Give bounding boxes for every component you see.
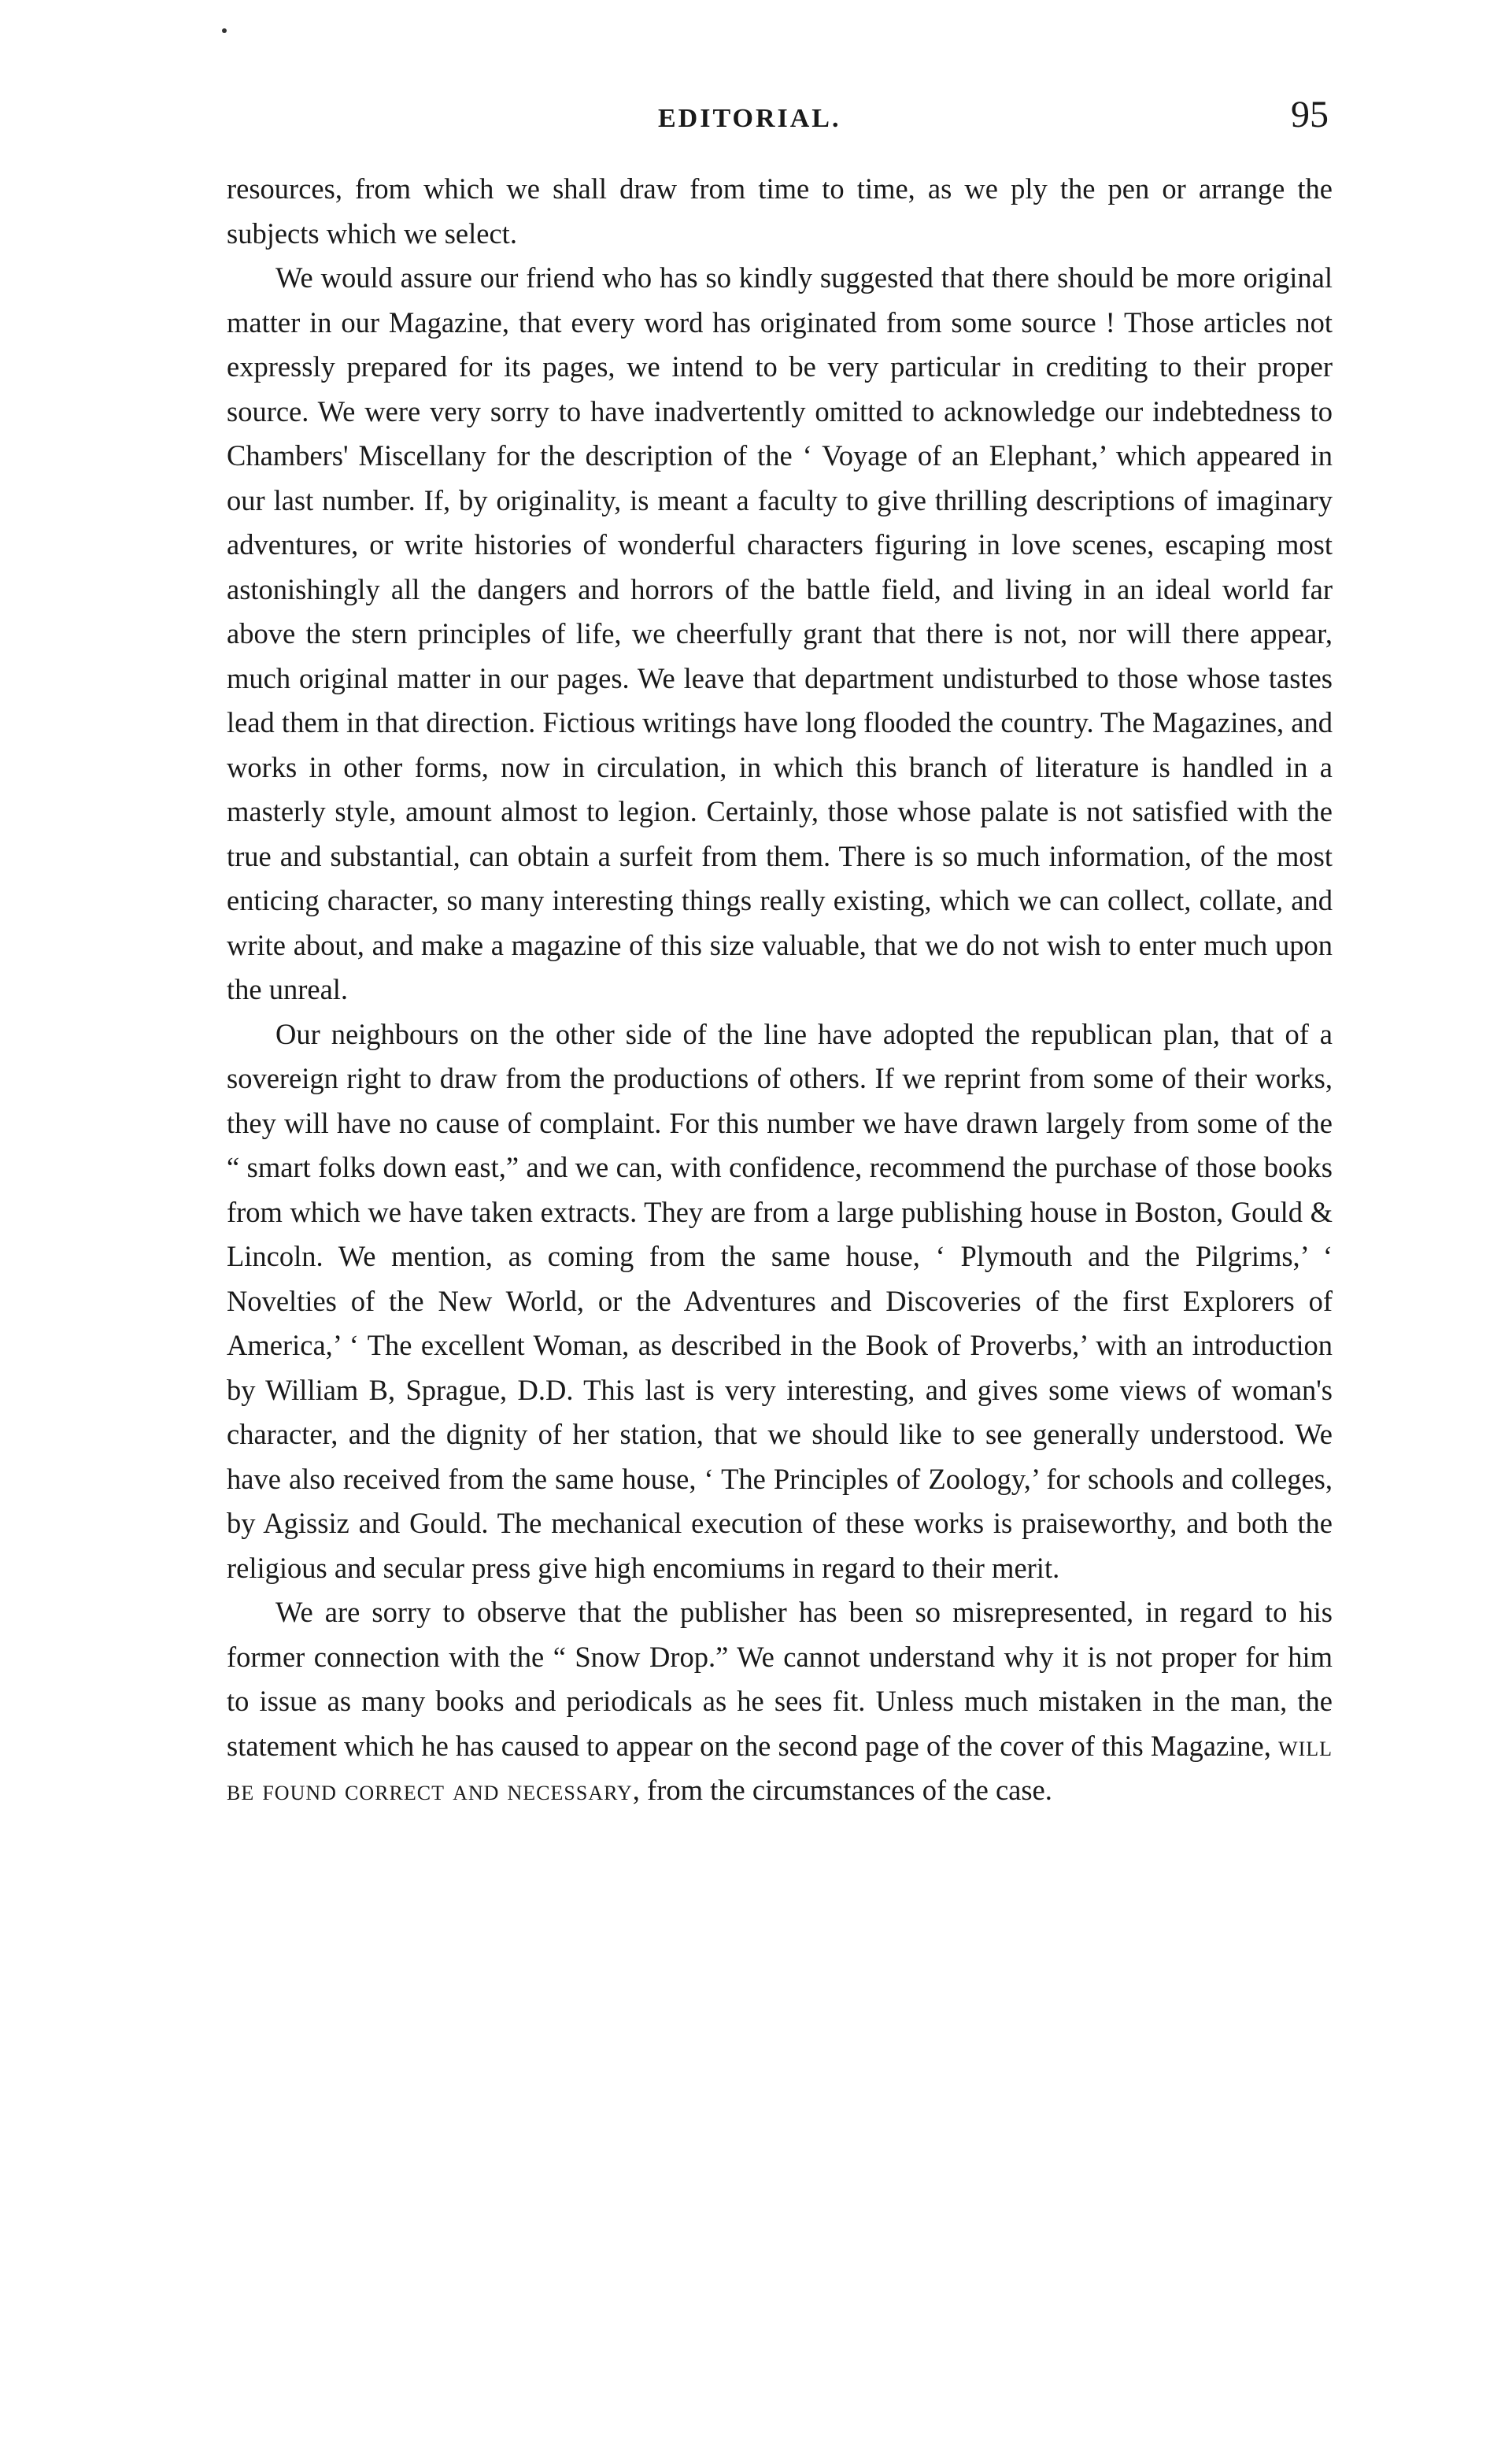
paragraph-neighbours: Our neighbours on the other side of the line have adopted the republican plan, that of a sovereign right to draw from the productions of others. If we reprint from some of their works, they will have no cause of complaint. For this number we have drawn largely from some of the “ smart folks down east,” and we can, with confidence, recommend the purchase of those books from which we have taken extracts. They are from a large publishing house in Boston, Gould & Lincoln. We mention, as coming from the same house, ‘ Plymouth and the Pilgrims,’ ‘ Novelties of the New World, or the Adventures and Discoveries of the first Explorers of America,’ ‘ The excellent Woman, as described in the Book of Proverbs,’ with an introduction by William B, Sprague, D.D. This last is very interesting, and gives some views of woman's character, and the dignity of her station, that we should like to see generally understood. We have also received from the same house, ‘ The Principles of Zoology,’ for schools and colleges, by Agissiz and Gould. The mechanical execution of these works is praiseworthy, and both the religious and secular press give high encomiums in regard to their merit.: [227, 1017, 1333, 1584]
running-title: EDITORIAL.: [658, 104, 841, 133]
page-number: 95: [1291, 94, 1329, 135]
paragraph-publisher: [227, 1590, 1333, 1813]
body-text: [227, 167, 1333, 1813]
running-head: [227, 93, 1329, 148]
paragraph-continuation: resources, from which we shall draw from time to time, as we ply the pen or arrange the subjects which we select.: [227, 172, 1333, 250]
publisher-text-after: , from the circumstances of the case.: [632, 1774, 1052, 1806]
stray-mark: [222, 28, 227, 33]
paragraph-original-matter: We would assure our friend who has so kindly suggested that there should be more original matter in our Magazine, that every word has originated from some source ! Those articles not expressly prepared for its pages, we intend to be very particular in crediting to their proper source. We were very sorry to have inadvertently omitted to acknowledge our indebtedness to Chambers' Miscellany for the description of the ‘ Voyage of an Elephant,’ which appeared in our last number. If, by originality, is meant a faculty to give thrilling descriptions of imaginary adventures, or write histories of wonderful characters figuring in love scenes, escaping most astonishingly all the dangers and horrors of the battle field, and living in an ideal world far above the stern principles of life, we cheerfully grant that there is not, nor will there appear, much original matter in our pages. We leave that department undisturbed to those whose tastes lead them in that direction. Fictious writings have long flooded the country. The Magazines, and works in other forms, now in circulation, in which this branch of literature is handled in a masterly style, amount almost to legion. Certainly, those whose palate is not satisfied with the true and substantial, can obtain a surfeit from them. There is so much information, of the most enticing character, so many interesting things really existing, which we can collect, collate, and write about, and make a magazine of this size valuable, that we do not wish to enter much upon the unreal.: [227, 261, 1333, 1005]
publisher-text-before: We are sorry to observe that the publisher has been so misrepresented, in regard to his former connection with the “ Snow Drop.” We cannot understand why it is not proper for him to issue as many books and periodicals as he sees fit. Unless much mistaken in the man, the statement which he has caused to appear on the second page of the cover of this Magazine,: [227, 1596, 1333, 1762]
publisher-emphasis: will be found correct and necessary: [227, 1729, 1333, 1806]
